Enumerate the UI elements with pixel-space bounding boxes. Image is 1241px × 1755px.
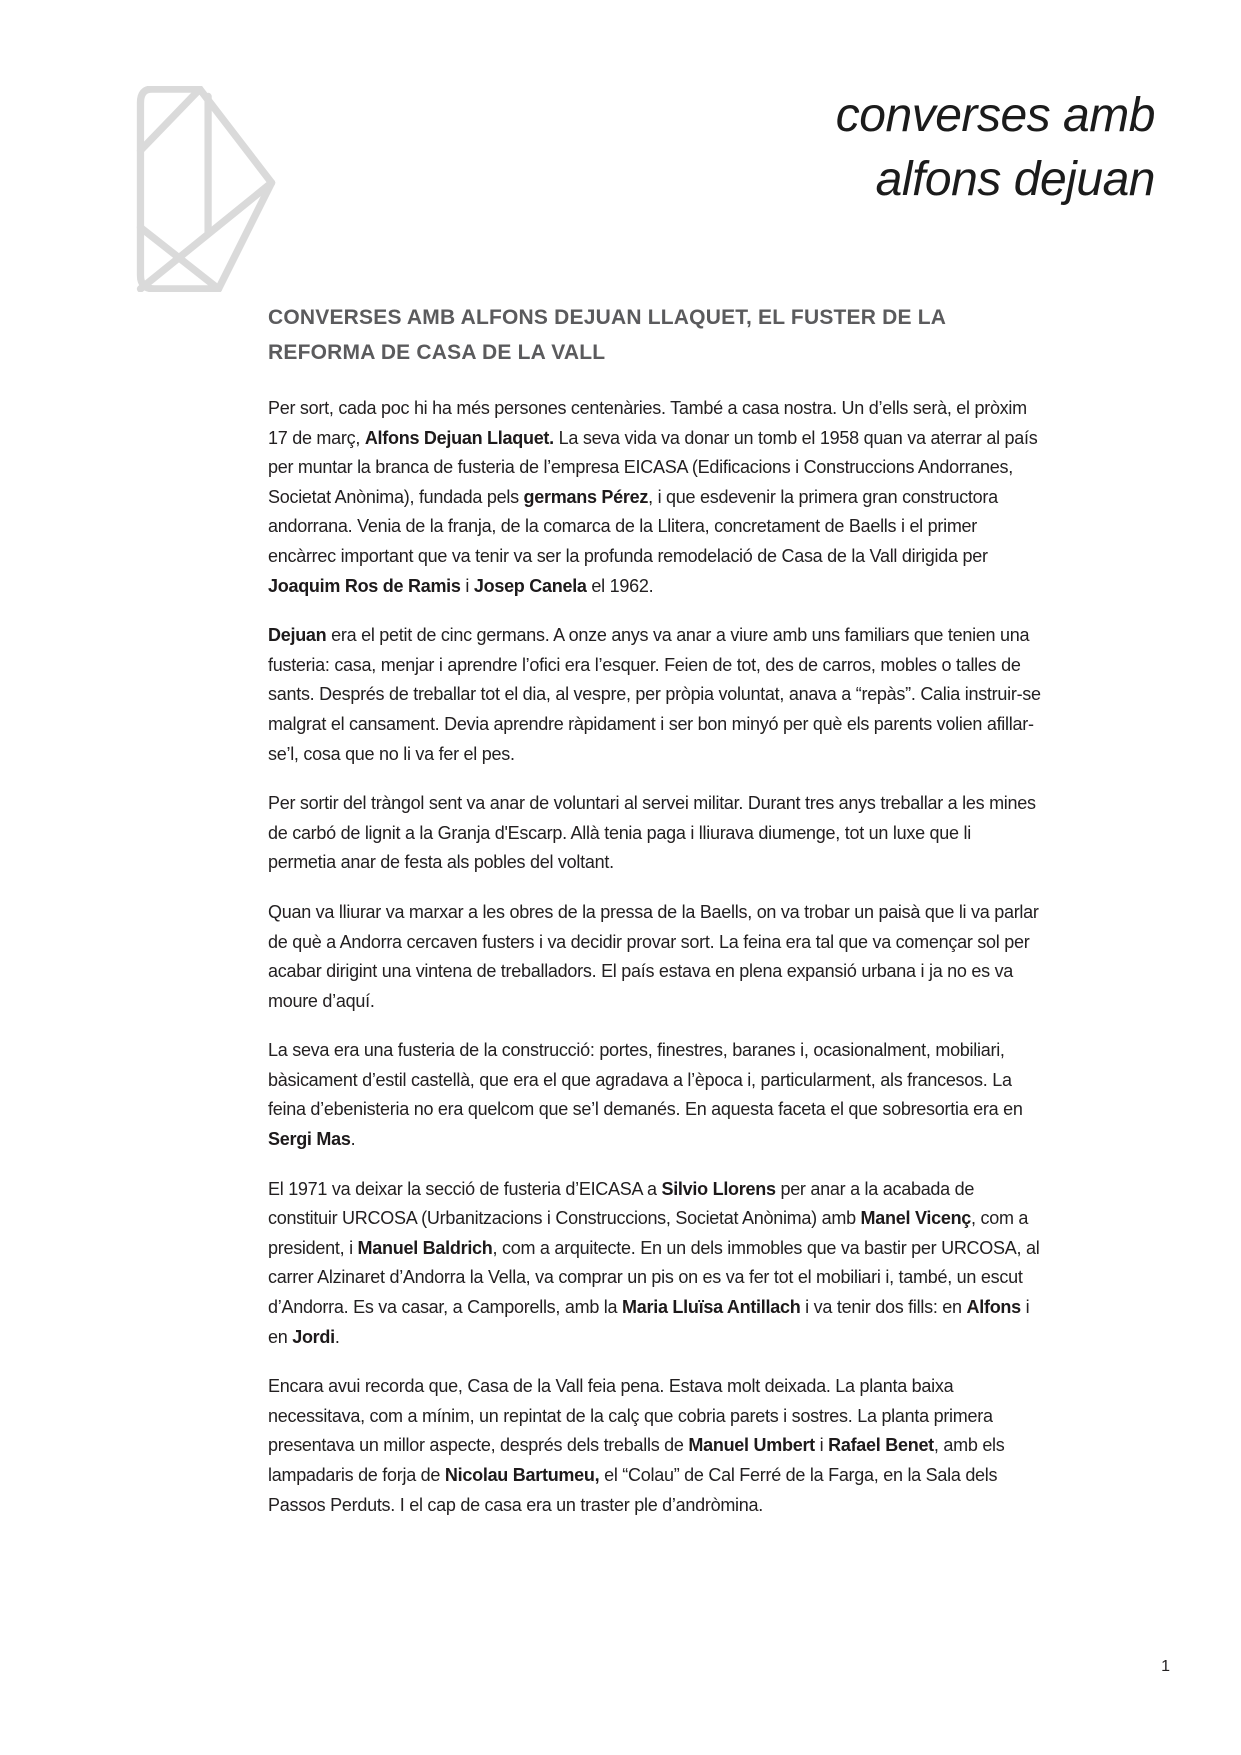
page-number: 1	[1161, 1658, 1170, 1675]
text-run: , com a arquitecte. En un dels immobles que va bastir per URCOSA, al carrer Alzinaret d’Andorra la Vella, va comprar un pis on es va fer tot el mobiliari i, també, un escut d’Andorra. Es va casar, a Camporells, amb la	[268, 1237, 1040, 1318]
text-run: el “Colau” de Cal Ferré de la Farga, en la Sala dels Passos Perduts. I el cap de casa era un traster ple d’andròmina.	[268, 1465, 998, 1515]
bold-text-run: Alfons	[966, 1297, 1021, 1318]
bold-text-run: Maria Lluïsa Antillach	[622, 1297, 801, 1318]
paragraph	[268, 1175, 1043, 1353]
paragraph	[268, 621, 1043, 769]
bold-text-run: Alfons Dejuan Llaquet.	[364, 427, 554, 448]
paragraph	[268, 1372, 1043, 1520]
publisher-logo-icon	[134, 86, 277, 292]
text-run: i va tenir dos fills: en	[800, 1297, 967, 1318]
text-run: , com a president, i	[268, 1208, 1029, 1258]
article-body	[268, 394, 1043, 1520]
text-run: i en	[268, 1297, 1030, 1347]
paragraph	[268, 898, 1043, 1016]
text-run: , amb els lampadaris de forja de	[268, 1435, 1005, 1485]
bold-text-run: Josep Canela	[473, 575, 587, 596]
bold-text-run: Manuel Umbert	[688, 1435, 815, 1456]
bold-text-run: Nicolau Bartumeu,	[444, 1465, 600, 1485]
text-run: La seva era una fusteria de la construcció: portes, finestres, baranes i, ocasionalment, mobiliari, bàsicament d’estil castellà, que era el que agradava a l’època i, particularment, als francesos. La feina d’ebenisteria no era quelcom que se’l demanés. En aquesta faceta el que sobresortia era en	[268, 1040, 1023, 1120]
bold-text-run: Manuel Baldrich	[357, 1237, 493, 1258]
text-run: Per sortir del tràngol sent va anar de voluntari al servei militar. Durant tres anys treballar a les mines de carbó de lignit a la Granja d'Escarp. Allà tenia paga i lliurava diumenge, tot un luxe que li permetia anar de festa als pobles del voltant.	[268, 793, 1036, 873]
text-run: .	[334, 1326, 340, 1347]
paragraph	[268, 789, 1043, 878]
text-run: i	[814, 1435, 829, 1456]
text-run: El 1971 va deixar la secció de fusteria d’EICASA a	[268, 1178, 662, 1199]
text-run: per anar a la acabada de constituir URCOSA (Urbanitzacions i Construccions, Societat Anònima) amb	[268, 1178, 975, 1229]
text-run: era el petit de cinc germans. A onze anys va anar a viure amb uns familiars que tenien una fusteria: casa, menjar i aprendre l’ofici era l’esquer. Feien de tot, des de carros, mobles o talles de sants. Després de treballar tot el dia, al vespre, per pròpia voluntat, anava a “repàs”. Calia instruir-se malgrat el cansament. Devia aprendre ràpidament i ser bon minyó per què els parents volien afillar-se’l, cosa que no li va fer el pes.	[268, 625, 1041, 764]
text-run: La seva vida va donar un tomb el 1958 quan va aterrar al país per muntar la branca de fusteria de l’empresa EICASA (Edificacions i Construccions Andorranes, Societat Anònima), fundada pels	[268, 427, 1038, 507]
text-run: Encara avui recorda que, Casa de la Vall feia pena. Estava molt deixada. La planta baixa necessitava, com a mínim, un repintat de la calç que cobria parets i sostres. La planta primera presentava un millor aspecte, després dels treballs de	[268, 1376, 993, 1456]
text-run: i	[460, 575, 474, 596]
bold-text-run: Silvio Llorens	[661, 1178, 776, 1199]
bold-text-run: germans Pérez	[523, 486, 649, 507]
bold-text-run: Dejuan	[268, 625, 327, 646]
text-run: , i que esdevenir la primera gran constructora andorrana. Venia de la franja, de la comarca de la Llitera, concretament de Baells i el primer encàrrec important que va tenir va ser la profunda remodelació de Casa de la Vall dirigida per	[268, 486, 998, 566]
bold-text-run: Jordi	[292, 1326, 335, 1347]
text-run: Per sort, cada poc hi ha més persones centenàries. També a casa nostra. Un d’ells serà, el pròxim 17 de març,	[268, 398, 1027, 448]
article-heading: CONVERSES AMB ALFONS DEJUAN LLAQUET, EL FUSTER DE LA REFORMA DE CASA DE LA VALL	[268, 306, 946, 364]
paragraph	[268, 1036, 1043, 1154]
masthead-title-line2: alfons dejuan	[875, 153, 1155, 206]
bold-text-run: Sergi Mas	[268, 1129, 351, 1150]
bold-text-run: Rafael Benet	[828, 1435, 934, 1456]
text-run: el 1962.	[586, 575, 654, 596]
bold-text-run: Joaquim Ros de Ramis	[268, 575, 461, 596]
article	[268, 300, 1043, 1540]
paragraph	[268, 394, 1043, 601]
bold-text-run: Manel Vicenç	[860, 1208, 972, 1229]
masthead-title-line1: converses amb	[835, 89, 1155, 142]
text-run: Quan va lliurar va marxar a les obres de la pressa de la Baells, on va trobar un paisà que li va parlar de què a Andorra cercaven fusters i va decidir provar sort. La feina era tal que va començar sol per acabar dirigint una vintena de treballadors. El país estava en plena expansió urbana i ja no es va moure d’aquí.	[268, 901, 1039, 1011]
masthead-title	[836, 84, 1155, 212]
text-run: .	[350, 1129, 356, 1150]
